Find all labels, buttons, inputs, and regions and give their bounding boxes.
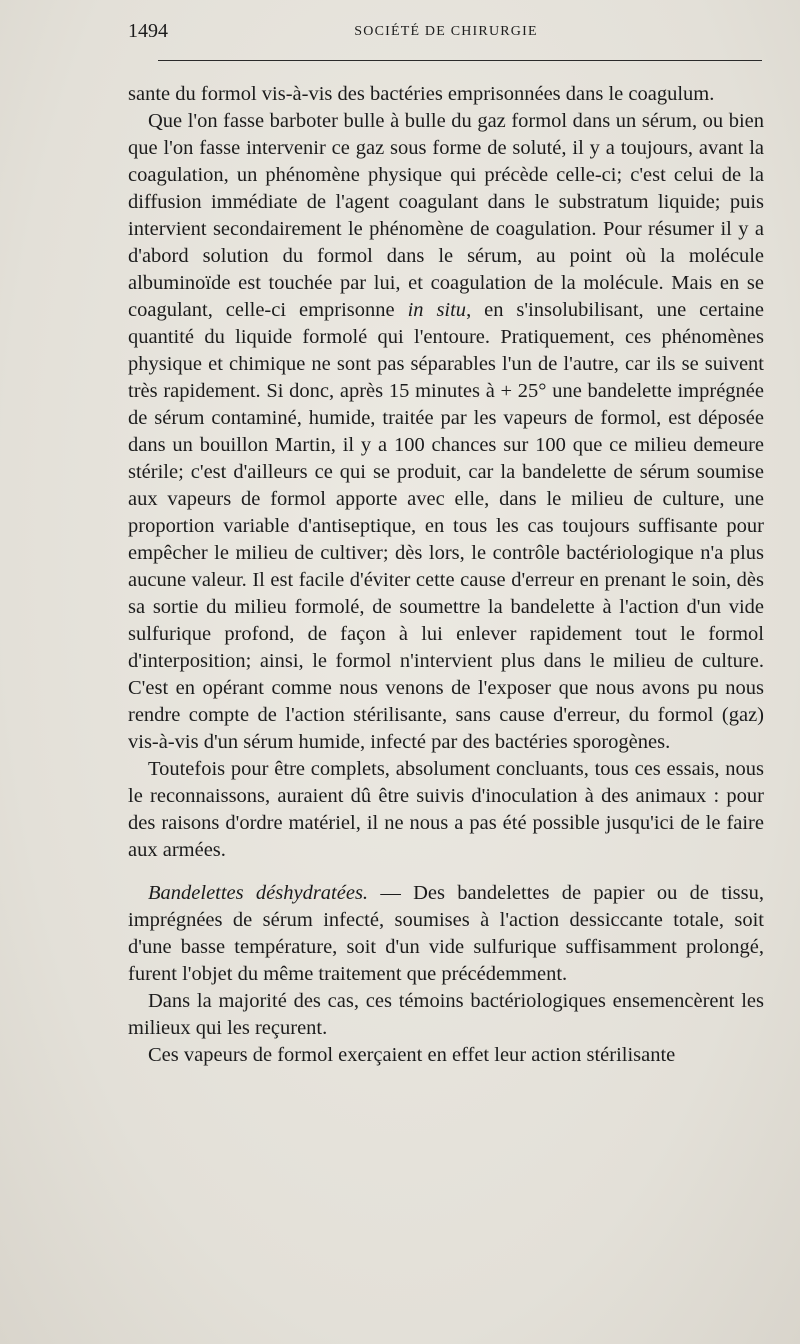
running-header	[128, 18, 764, 44]
paragraph-bandelettes	[128, 880, 764, 988]
paragraph-text: Toutefois pour être complets, absolument concluants, tous ces essais, nous le reconnaissons, auraient dû être suivis d'inoculation à des animaux : pour des raisons d'ordre matériel, il ne nous a pas été possible jusqu'ici de le faire aux armées.	[128, 758, 764, 861]
paragraph-text: , en s'insolubilisant, une certaine quantité du liquide formolé qui l'entoure. Pratiquement, ces phénomènes physique et chimique ne sont pas séparables l'un de l'autre, car ils se suivent très rapidement. Si donc, après 15 minutes à + 25° une bandelette imprégnée de sérum contaminé, humide, traitée par les vapeurs de formol, est déposée dans un bouillon Martin, il y a 100 chances sur 100 que ce milieu demeure stérile; c'est d'ailleurs ce qui se produit, car la bandelette de sérum soumise aux vapeurs de formol apporte avec elle, dans le milieu de culture, une proportion variable d'antiseptique, en tous les cas toujours suffisante pour empêcher le milieu de cultiver; dès lors, le contrôle bactériologique n'a plus aucune valeur. Il est facile d'éviter cette cause d'erreur en prenant le soin, dès sa sortie du milieu formolé, de soumettre la bandelette à l'action d'un vide sulfurique profond, de façon à lui enlever rapidement tout le formol d'interposition; ainsi, le formol n'intervient plus dans le milieu de culture. C'est en opérant comme nous venons de l'exposer que nous avons pu nous rendre compte de l'action stérilisante, sans cause d'erreur, du formol (gaz) vis-à-vis d'un sérum humide, infecté par des bactéries sporogènes.	[128, 299, 764, 753]
paragraph-text: sante du formol vis-à-vis des bactéries emprisonnées dans le coagulum.	[128, 83, 715, 105]
running-title: SOCIÉTÉ DE CHIRURGIE	[354, 24, 538, 39]
paragraph-text: Que l'on fasse barboter bulle à bulle du gaz formol dans un sérum, ou bien que l'on fasse intervenir ce gaz sous forme de soluté, il y a toujours, avant la coagulation, un phénomène physique qui précède celle-ci; c'est celui de la diffusion immédiate de l'agent coagulant dans le substratum liquide; puis intervient secondairement le phénomène de coagulation. Pour résumer il y a d'abord solution du formol dans le sérum, au point où la molécule albuminoïde est touchée par lui, et coagulation de la molécule. Mais en se coagulant, celle-ci emprisonne	[128, 110, 764, 321]
paragraph-continuation	[128, 81, 764, 108]
paragraph-vapeurs	[128, 1042, 764, 1069]
body-text	[128, 81, 764, 1069]
paragraph-text: Ces vapeurs de formol exerçaient en effet leur action stérilisante	[148, 1044, 676, 1066]
page-number: 1494	[128, 20, 168, 42]
paragraph-text: — Des bandelettes de papier ou de tissu, imprégnées de sérum infecté, soumises à l'action dessiccante totale, soit d'une basse température, soit d'un vide sulfurique suffisamment prolongé, furent l'objet du même traitement que précédemment.	[128, 882, 764, 985]
paragraph-toutefois	[128, 756, 764, 864]
paragraph-text: Dans la majorité des cas, ces témoins bactériologiques ensemencèrent les milieux qui les reçurent.	[128, 990, 764, 1039]
section-heading-italic: Bandelettes déshydratées.	[148, 882, 369, 904]
paragraph-coagulation	[128, 108, 764, 756]
header-rule	[158, 60, 762, 61]
italic-phrase: in situ	[407, 299, 467, 321]
paragraph-majorite	[128, 988, 764, 1042]
